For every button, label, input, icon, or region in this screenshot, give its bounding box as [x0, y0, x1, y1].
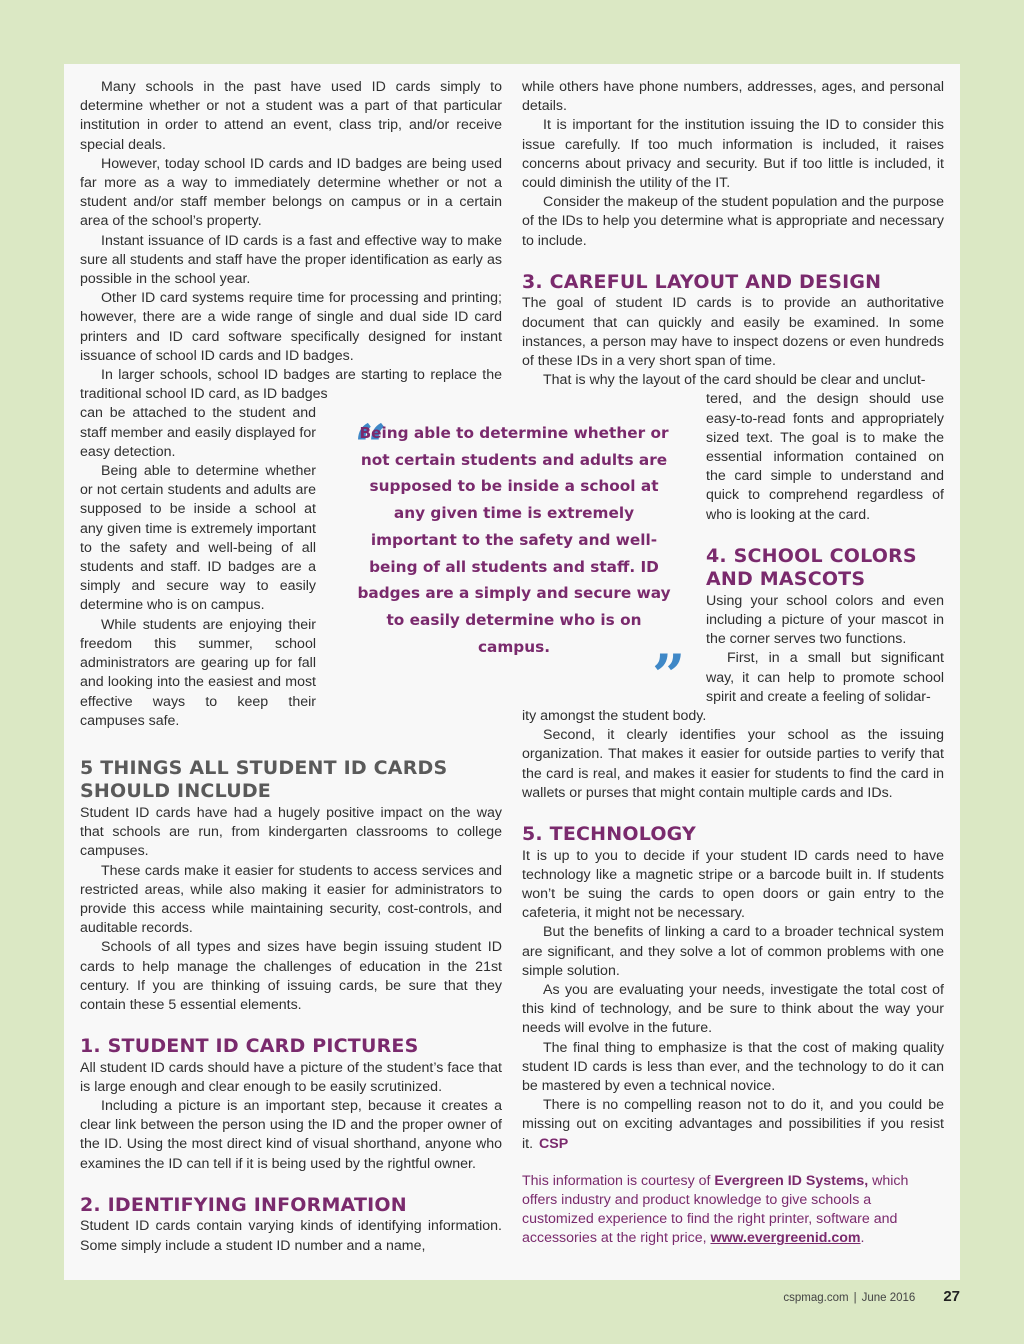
intro-paragraph-4: Other ID card systems require time for processing and printing; however, there are a wide range of single and dual side ID card printers and ID card software specifically designed for instant issuance of school ID cards and ID badges. [80, 290, 502, 364]
credit-url-link[interactable]: www.evergreenid.com [710, 1230, 861, 1247]
section-heading-layout: 3. CAREFUL LAYOUT AND DESIGN [522, 270, 882, 293]
section-heading-five-things: 5 THINGS ALL STUDENT ID CARDS SHOULD INCLUDE [80, 756, 448, 803]
pictures-paragraph-2: Including a picture is an important step, because it creates a clear link between the person using the ID and the proper owner of the ID. Using the most direct kind of visual shorthand, anyone who examines the ID can tell if it is being used by the rightful owner. [80, 1098, 502, 1172]
layout-paragraph-2-rest: tered, and the design should use easy-to-read fonts and appropriately sized text. The goal is to make the essential information contained on the card simple to understand and quick to comprehend regardless of who is looking at the card. [706, 391, 944, 523]
footer-separator: | [853, 1292, 857, 1304]
pull-quote: Being able to determine whether or not certain students and adults are supposed to be inside a school at any given time is extremely important to the safety and well-being of all students and staff. ID badges are a simply and secure way to easily determine who is on campus. [357, 424, 671, 656]
tech-paragraph-4: The final thing to emphasize is that the cost of making quality student ID cards is less than ever, and the technology to do it can be mastered by even a technical novice. [522, 1039, 944, 1094]
continued-paragraph-1: while others have phone numbers, addresses, ages, and personal details. [522, 79, 944, 115]
left-column [80, 78, 502, 1256]
section-heading-pictures: 1. STUDENT ID CARD PICTURES [80, 1035, 419, 1058]
colors-paragraph-3: Second, it clearly identifies your school as the issuing organization. That makes it easier for outside parties to verify that the card is real, and makes it easier for students to find the card in wallets or purses that might contain multiple cards and IDs. [522, 727, 944, 801]
section-heading-colors: 4. SCHOOL COLORS AND MASCOTS [706, 544, 917, 591]
footer-site: cspmag.com [783, 1292, 849, 1304]
tech-paragraph-2: But the benefits of linking a card to a broader technical system are significant, and they solve a lot of common problems with one simple solution. [522, 924, 944, 979]
credit-text-b: which offers industry and product knowledge to give schools a customized experience to find the right printer, software and accessories at the right price, [522, 1172, 909, 1247]
close-quote-icon: ” [652, 642, 686, 710]
colors-paragraph-1: Using your school colors and even including a picture of your mascot in the corner serves two functions. [706, 592, 944, 648]
section-heading-technology: 5. TECHNOLOGY [522, 823, 697, 845]
layout-paragraph-1: The goal of student ID cards is to provide an authoritative document that can quickly and easily be examined. In some instances, a person may have to inspect dozens or even hundreds of these IDs in a very short span of time. [522, 295, 944, 369]
continued-paragraph-2: It is important for the institution issuing the ID to consider this issue carefully. If too much information is included, it raises concerns about privacy and security. But if too little is included, it could diminish the utility of the IT. [522, 117, 944, 192]
intro-paragraph-5-top: In larger schools, school ID badges are starting to replace the traditional school ID card, as ID badges [80, 367, 502, 403]
open-quote-icon: “ [354, 412, 388, 480]
page-number: 27 [943, 1288, 960, 1305]
intro-paragraph-2: However, today school ID cards and ID badges are being used far more as a way to immediately determine whether or not a student and/or staff member belongs on campus or in a certain area of the school’s property. [80, 155, 502, 230]
article-page [64, 64, 960, 1280]
tech-paragraph-5-text: There is no compelling reason not to do it, and you could be missing out on exciting advantages and possibilities if you resist it. [522, 1097, 944, 1152]
credit-text-c: . [860, 1230, 865, 1247]
things-paragraph-2: These cards make it easier for students to access services and restricted areas, while also making it easier for administrators to provide this access while maintaining security, cost-controls, and auditable records. [80, 862, 502, 937]
credit-company: Evergreen ID Systems, [714, 1172, 869, 1189]
colors-paragraph-2-rest: ity amongst the student body. [522, 707, 707, 724]
pullquote-wrap-text [80, 404, 316, 730]
identifying-paragraph: Student ID cards contain varying kinds of identifying information. Some simply include a student ID number and a name, [80, 1218, 502, 1254]
colors-paragraph-2: First, in a small but significant way, it can help to promote school spirit and create a feeling of solidar- [706, 650, 944, 705]
continued-paragraph-3: Consider the makeup of the student population and the purpose of the IDs to help you determine what is appropriate and necessary to include. [522, 194, 944, 249]
credit-note [522, 1172, 944, 1249]
right-column [522, 78, 944, 1249]
tech-paragraph-3: As you are evaluating your needs, investigate the total cost of this kind of technology, and be sure to think about the way your needs will evolve in the future. [522, 981, 944, 1037]
credit-text-a: This information is courtesy of [522, 1172, 715, 1189]
page-footer [783, 1288, 960, 1305]
intro-paragraph-3: Instant issuance of ID cards is a fast and effective way to make sure all students and staff have the proper identification as early as possible in the school year. [80, 232, 502, 288]
footer-date: June 2016 [861, 1292, 916, 1304]
intro-paragraph-1: Many schools in the past have used ID cards simply to determine whether or not a student was a part of that particular institution in order to attend an event, class trip, and/or receive special deals. [80, 79, 502, 153]
intro-paragraph-6: Being able to determine whether or not certain students and adults are supposed to be inside a school at any given time is extremely important to the safety and well-being of all students and staff. ID badges are a simply and secure way to easily determine who is on campus. [80, 463, 316, 614]
layout-paragraph-2-top: That is why the layout of the card should be clear and unclut- [543, 372, 926, 389]
tech-paragraph-5 [522, 1096, 944, 1154]
pictures-paragraph-1: All student ID cards should have a picture of the student’s face that is large enough and clear enough to be easily scrutinized. [80, 1059, 502, 1095]
right-wrap-text [706, 390, 944, 707]
things-paragraph-3: Schools of all types and sizes have begin issuing student ID cards to help manage the challenges of education in the 21st century. If you are thinking of issuing cards, be sure that they contain these 5 essential elements. [80, 939, 502, 1013]
intro-paragraph-7: While students are enjoying their freedom this summer, school administrators are gearing up for fall and looking into the easiest and most effective ways to keep their campuses safe. [80, 616, 316, 729]
tech-paragraph-1: It is up to you to decide if your student ID cards need to have technology like a magnetic stripe or a barcode built in. If students won’t be suing the cards to open doors or gain entry to the cafeteria, it might not be necessary. [522, 847, 944, 922]
end-mark: CSP [539, 1135, 569, 1152]
intro-paragraph-5-rest: can be attached to the student and staff member and easily displayed for easy detection. [80, 405, 316, 460]
section-heading-identifying: 2. IDENTIFYING INFORMATION [80, 1193, 407, 1216]
things-paragraph-1: Student ID cards have had a hugely positive impact on the way that schools are run, from kindergarten classrooms to college campuses. [80, 804, 502, 860]
